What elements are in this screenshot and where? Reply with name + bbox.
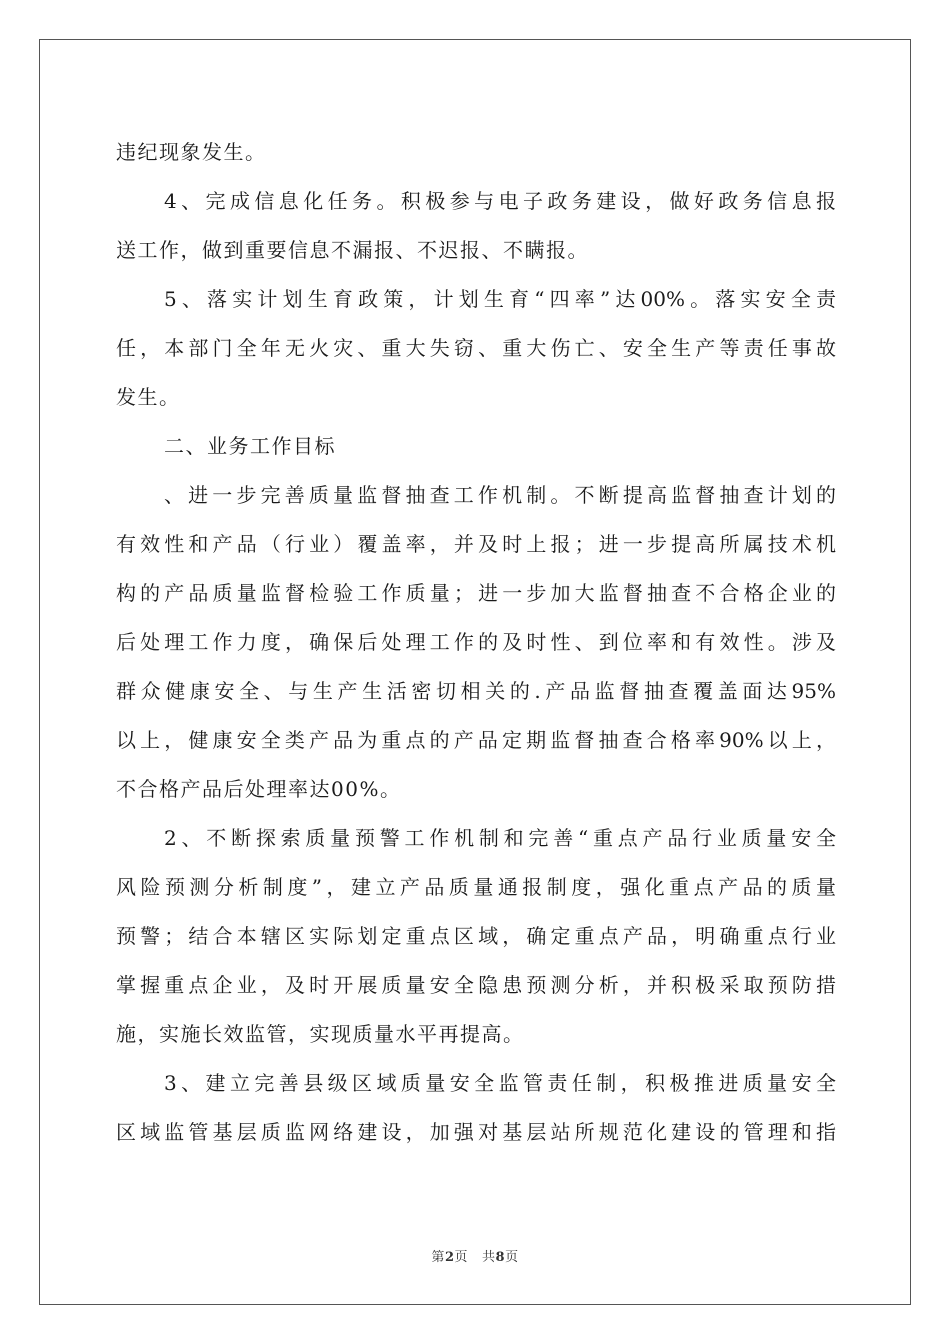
page-footer (0, 1246, 950, 1265)
text-line: 构的产品质量监督检验工作质量；进一步加大监督抽查不合格企业的 (116, 581, 836, 605)
paragraph-start-line: 、进一步完善质量监督抽查工作机制。不断提高监督抽查计划的 (164, 483, 836, 507)
page-prefix: 第 (431, 1250, 445, 1265)
text-line: 预警；结合本辖区实际划定重点区域，确定重点产品，明确重点行业 (116, 924, 836, 948)
text-line: 违纪现象发生。 (116, 140, 267, 164)
total-prefix: 共 (482, 1250, 496, 1265)
text-line: 区域监管基层质监网络建设，加强对基层站所规范化建设的管理和指 (116, 1120, 836, 1144)
paragraph-start-line: 4、完成信息化任务。积极参与电子政务建设，做好政务信息报 (164, 189, 836, 213)
text-line: 风险预测分析制度”，建立产品质量通报制度，强化重点产品的质量 (116, 875, 836, 899)
text-line: 任，本部门全年无火灾、重大失窃、重大伤亡、安全生产等责任事故 (116, 336, 836, 360)
text-line: 群众健康安全、与生产生活密切相关的.产品监督抽查覆盖面达95% (116, 679, 836, 703)
page-suffix: 页 (454, 1250, 468, 1265)
document-body (116, 128, 836, 1157)
section-heading: 二、业务工作目标 (164, 434, 336, 458)
text-line: 以上，健康安全类产品为重点的产品定期监督抽查合格率90%以上， (116, 728, 836, 752)
text-line: 发生。 (116, 385, 181, 409)
text-line: 掌握重点企业，及时开展质量安全隐患预测分析，并积极采取预防措 (116, 973, 836, 997)
total-suffix: 页 (505, 1250, 519, 1265)
text-line: 施，实施长效监管，实现质量水平再提高。 (116, 1022, 525, 1046)
text-line: 送工作，做到重要信息不漏报、不迟报、不瞒报。 (116, 238, 589, 262)
text-line: 不合格产品后处理率达00%。 (116, 777, 402, 801)
paragraph-start-line: 5、落实计划生育政策，计划生育“四率”达00%。落实安全责 (164, 287, 836, 311)
text-line: 有效性和产品（行业）覆盖率，并及时上报；进一步提高所属技术机 (116, 532, 836, 556)
total-pages: 8 (495, 1250, 506, 1265)
text-line: 后处理工作力度，确保后处理工作的及时性、到位率和有效性。涉及 (116, 630, 836, 654)
paragraph-start-line: 2、不断探索质量预警工作机制和完善“重点产品行业质量安全 (164, 826, 836, 850)
page-number: 2 (444, 1250, 455, 1265)
paragraph-start-line: 3、建立完善县级区域质量安全监管责任制，积极推进质量安全 (164, 1071, 836, 1095)
